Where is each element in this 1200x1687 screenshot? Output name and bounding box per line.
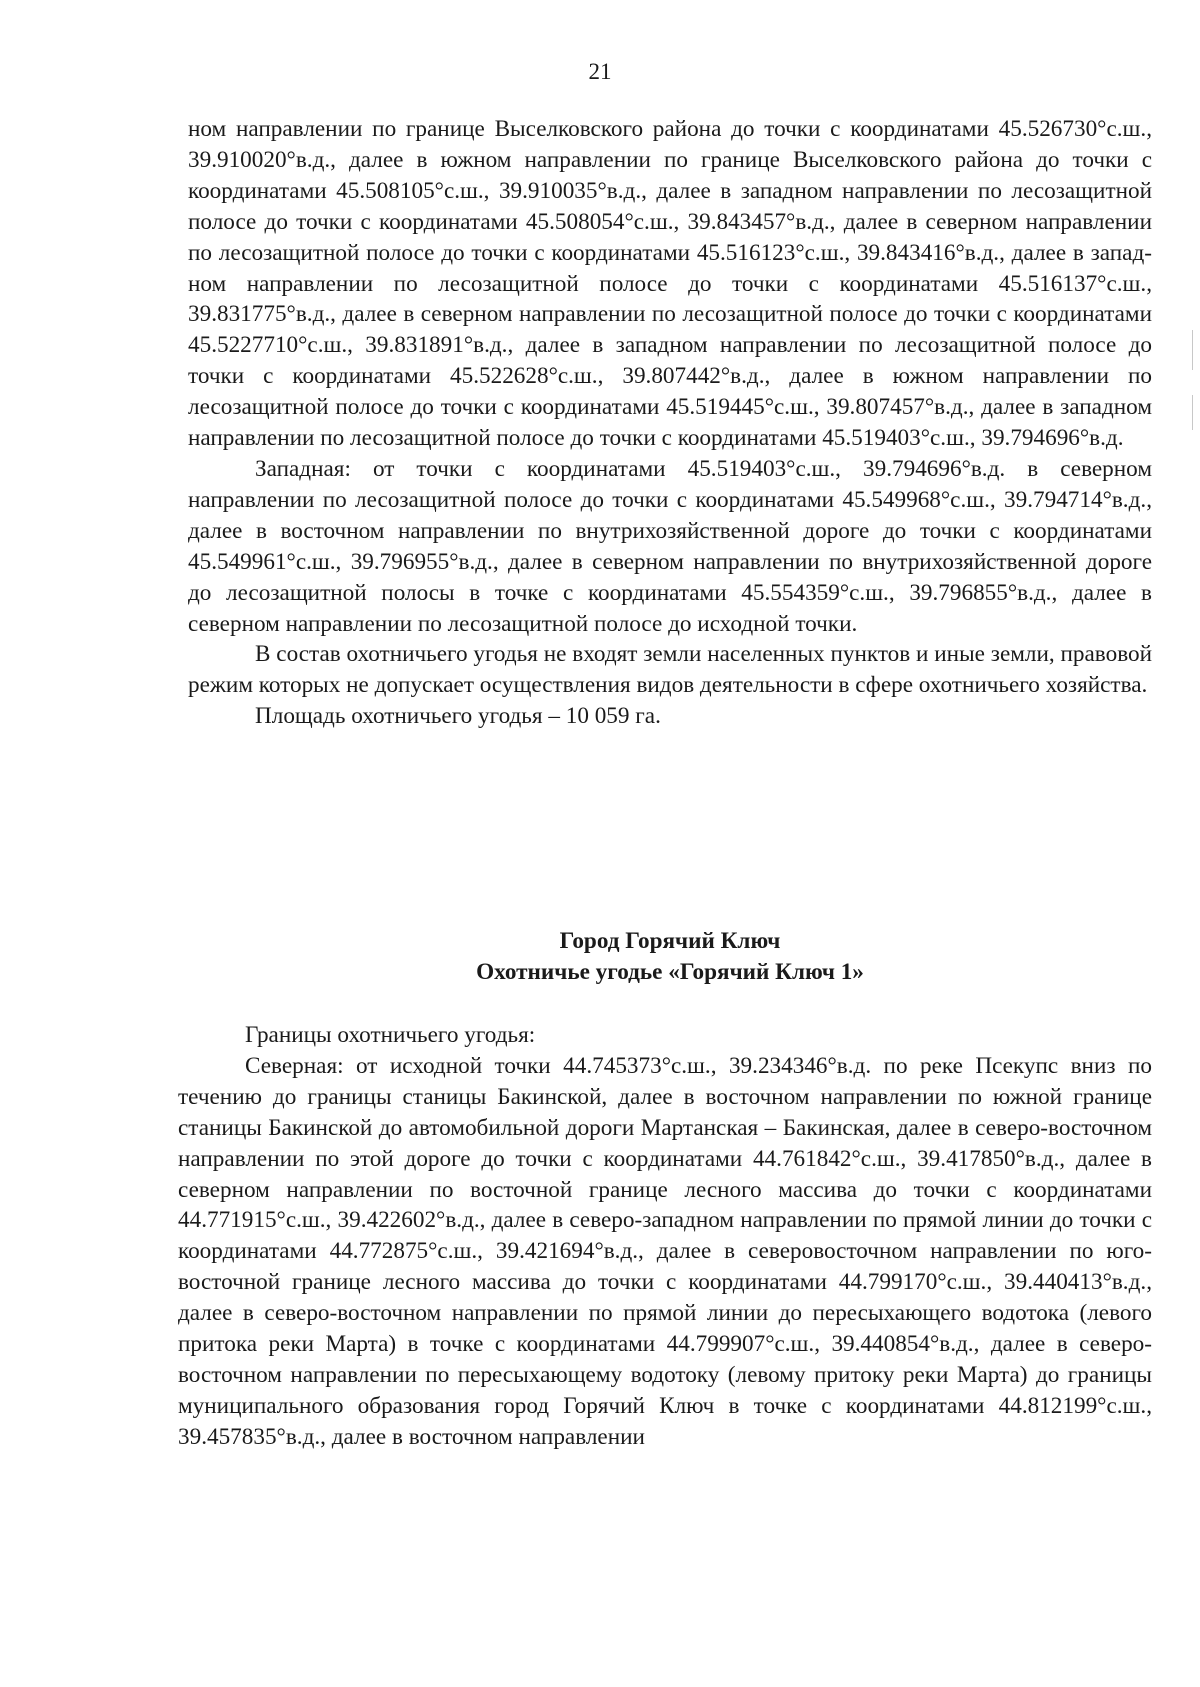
boundaries-label: Границы охотничьего угодья: (245, 1022, 536, 1048)
western-boundary-paragraph: Западная: от точки с координатами 45.519403°с.ш., 39.794696°в.д. в северном направлении по лесозащитной полосе до точки с координатами 45.549968°с.ш., 39.794714°в.д., далее в восточном направлении по внутрихозяйственной дороге до точки с координатами 45.549961°с.ш., 39.796955°в.д., далее в северном направлении по внутрихозяйственной дороге до лесозащитной полосы в точке с координатами 45.554359°с.ш., 39.796855°в.д., далее в северном направлении по лесозащитной полосе до исходной точки. (188, 455, 1152, 637)
hunting-ground-heading: Охотничье угодье «Горячий Ключ 1» (476, 959, 864, 985)
page-number: 21 (588, 59, 612, 84)
city-heading: Город Горячий Ключ (559, 928, 781, 954)
scan-edge-mark (1192, 330, 1193, 370)
exclusions-paragraph: В состав охотничьего угодья не входят земли населенных пунктов и иные земли, правовой режим которых не допускает осуществления видов деятельности в сфере охотничьего хозяйства. (188, 641, 1152, 699)
continuation-paragraph: ном направлении по границе Выселковского района до точки с координатами 45.526730°с.ш., 39.910020°в.д., далее в южном направлении по границе Выселковского района до точки с координатами 45.508105°с.ш., 39.910035°в.д., далее в западном направлении по лесозащитной полосе до точки с координатами 45.508054°с.ш., 39.843457°в.д., далее в северном направлении по лесозащитной полосе до точки с координатами 45.516123°с.ш., 39.843416°в.д., далее в западном направлении по лесозащитной полосе до точки с координатами 45.516137°с.ш., 39.831775°в.д., далее в северном направлении по лесозащитной полосе до точки с координатами 45.5227710°с.ш., 39.831891°в.д., далее в западном направлении по лесозащитной полосе до точки с координатами 45.522628°с.ш., 39.807442°в.д., далее в южном направлении по лесозащитной полосе до точки с координатами 45.519445°с.ш., 39.807457°в.д., далее в западном направлении по лесозащитной полосе до точки с координатами 45.519403°с.ш., 39.794696°в.д. (188, 116, 1152, 452)
new-ground-boundaries (178, 1020, 1152, 1453)
area-paragraph: Площадь охотничьего угодья – 10 059 га. (255, 703, 661, 730)
section-headings (188, 926, 1152, 988)
northern-boundary-paragraph: Северная: от исходной точки 44.745373°с.ш., 39.234346°в.д. по реке Псекупс вниз по течению до границы станицы Бакинской, далее в восточном направлении по южной границе станицы Бакинской до автомобильной дороги Мартанская – Бакинская, далее в северо-восточном направлении по этой дороге до точки с координатами 44.761842°с.ш., 39.417850°в.д., далее в северном направлении по восточной границе лесного массива до точки с координатами 44.771915°с.ш., 39.422602°в.д., далее в северо-западном направлении по прямой линии до точки с координатами 44.772875°с.ш., 39.421694°в.д., далее в северовосточном направлении по юго-восточной границе лесного массива до точки с координатами 44.799170°с.ш., 39.440413°в.д., далее в северо-восточном направлении по прямой линии до пересыхающего водотока (левого притока реки Марта) в точке с координатами 44.799907°с.ш., 39.440854°в.д., далее в северо-восточном направлении по пересыхающему водотоку (левому притоку реки Марта) до границы муниципального образования город Горячий Ключ в точке с координатами 44.812199°с.ш., 39.457835°в.д., далее в восточном направлении (178, 1052, 1152, 1450)
boundary-description-continued (188, 114, 1152, 732)
scan-edge-mark (1192, 395, 1193, 430)
